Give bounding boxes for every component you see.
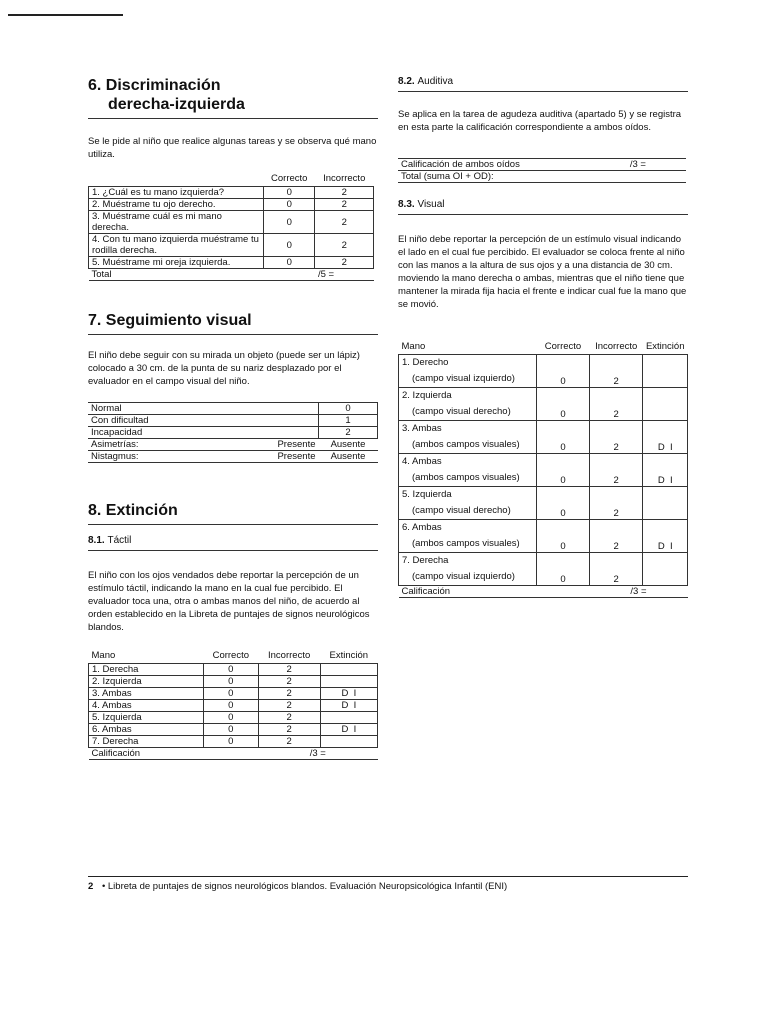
score-extincion: D I <box>320 724 377 736</box>
table-row <box>89 664 378 676</box>
row-mano: 4. Ambas <box>89 700 204 712</box>
score-incorrecto: 2 <box>589 355 642 388</box>
table-header-row <box>89 173 374 187</box>
score-incorrecto: 2 <box>589 421 642 454</box>
section-6-intro: Se le pide al niño que realice algunas tareas y se observa qué mano utiliza. <box>88 136 377 160</box>
col-incorrecto: Incorrecto <box>268 650 311 661</box>
section-8-1-intro: El niño con los ojos vendados debe reportar la percepción de un estímulo táctil, indicando la mano en la cual fue percibido. El evaluador toca una, otra o ambas manos del niño, de acuerdo al orden establecido en la Libreta de puntajes de signos neurológicos blandos. <box>88 570 370 633</box>
total-score: /3 = <box>589 586 687 598</box>
col-incorrecto: Incorrecto <box>595 341 638 352</box>
table-auditiva <box>398 158 686 183</box>
table-row <box>89 736 378 748</box>
page-footer <box>88 876 688 892</box>
score-incorrecto: 2 <box>589 520 642 553</box>
option-presente: Presente <box>224 439 318 451</box>
subsection-8-1-title <box>88 535 378 546</box>
score-incorrecto: 2 <box>589 553 642 586</box>
left-column <box>88 76 378 760</box>
score-extincion <box>320 676 377 688</box>
row-mano-label: 4. Ambas <box>402 456 442 467</box>
row-campo-label: (campo visual derecho) <box>412 406 511 417</box>
row-item: 3. Muéstrame cuál es mi mano derecha. <box>89 211 264 234</box>
col-correcto: Correcto <box>271 173 308 184</box>
auditiva-score: /3 = <box>593 159 686 171</box>
row-mano-label: 5. Izquierda <box>402 489 452 500</box>
table-row <box>88 439 378 451</box>
table-row <box>89 199 374 211</box>
score-correcto: 0 <box>204 700 259 712</box>
score-incorrecto: 2 <box>315 211 374 234</box>
spacer <box>224 403 318 415</box>
col-extincion: Extinción <box>645 341 685 352</box>
row-score: 0 <box>319 403 378 415</box>
score-incorrecto: 2 <box>258 712 320 724</box>
score-correcto: 0 <box>537 520 590 553</box>
auditiva-label: Calificación de ambos oídos <box>398 159 593 171</box>
row-campo-label: (campo visual izquierdo) <box>412 571 515 582</box>
subsection-8-2-name: Auditiva <box>417 76 454 87</box>
table-header-row <box>89 650 378 664</box>
subsection-8-3-rule <box>398 214 688 215</box>
row-item: 2. Muéstrame tu ojo derecho. <box>89 199 264 211</box>
section-6-rule <box>88 118 378 119</box>
row-mano-label: 7. Derecha <box>402 555 449 566</box>
score-correcto: 0 <box>264 257 315 269</box>
col-correcto: Correcto <box>544 341 582 352</box>
score-extincion: D I <box>320 700 377 712</box>
option-ausente: Ausente <box>319 451 378 463</box>
spacer <box>224 427 318 439</box>
row-mano-label: 2. Izquierda <box>402 390 452 401</box>
score-correcto: 0 <box>264 211 315 234</box>
subsection-8-3-name: Visual <box>417 199 445 210</box>
row-mano-label: 1. Derecho <box>402 357 449 368</box>
total-row <box>89 748 378 760</box>
table-row <box>89 187 374 199</box>
row-item: 5. Muéstrame mi oreja izquierda. <box>89 257 264 269</box>
row-mano-label: 3. Ambas <box>402 423 442 434</box>
total-score: /5 = <box>315 269 374 281</box>
section-6-title-line1: 6. Discriminación <box>88 77 221 94</box>
col-incorrecto: Incorrecto <box>323 173 366 184</box>
row-mano <box>399 355 537 388</box>
subsection-8-1-rule <box>88 550 378 551</box>
row-mano: 7. Derecha <box>89 736 204 748</box>
table-row <box>88 403 378 415</box>
score-correcto: 0 <box>204 688 259 700</box>
table-row <box>399 388 688 421</box>
table-row <box>89 724 378 736</box>
score-correcto: 0 <box>204 724 259 736</box>
table-row <box>88 451 378 463</box>
table-row <box>89 211 374 234</box>
section-7-intro: El niño debe seguir con su mirada un objeto (puede ser un lápiz) colocado a 30 cm. de la punta de su nariz desplazado por el evaluador en el campo visual del niño. <box>88 350 360 387</box>
score-incorrecto: 2 <box>258 688 320 700</box>
col-correcto: Correcto <box>212 650 250 661</box>
row-mano <box>399 454 537 487</box>
score-incorrecto: 2 <box>258 724 320 736</box>
table-row <box>399 487 688 520</box>
section-8-2-intro: Se aplica en la tarea de agudeza auditiva (apartado 5) y se registra en esta parte la calificación correspondiente a ambos oídos. <box>398 109 682 133</box>
option-presente: Presente <box>224 451 318 463</box>
col-mano: Mano <box>401 341 426 352</box>
score-incorrecto: 2 <box>258 700 320 712</box>
score-correcto: 0 <box>204 736 259 748</box>
score-extincion: D I <box>320 688 377 700</box>
subsection-8-3-title <box>398 199 688 210</box>
auditiva-row-1 <box>398 159 686 171</box>
row-campo-label: (campo visual izquierdo) <box>412 373 515 384</box>
score-correcto: 0 <box>537 355 590 388</box>
row-item: 1. ¿Cuál es tu mano izquierda? <box>89 187 264 199</box>
row-campo-label: (campo visual derecho) <box>412 505 511 516</box>
score-correcto: 0 <box>264 199 315 211</box>
subsection-8-2-num: 8.2. <box>398 76 415 87</box>
row-campo-label: (ambos campos visuales) <box>412 439 520 450</box>
score-correcto: 0 <box>204 676 259 688</box>
score-incorrecto: 2 <box>258 664 320 676</box>
score-incorrecto: 2 <box>315 234 374 257</box>
score-extincion <box>643 553 688 586</box>
score-correcto: 0 <box>537 553 590 586</box>
section-6-title <box>88 76 378 114</box>
section-8-3-intro: El niño debe reportar la percepción de un estímulo visual indicando el lado en el cual fue percibido. El evaluador se coloca frente al niño con las manos a la altura de sus ojos y a una distancia de 30 cm. moviendo la mano derecha o ambas, mientras que el niño tiene que mantener la mirada fija hacia el frente e indicar cual fue la mano que se movió. <box>398 234 687 310</box>
score-incorrecto: 2 <box>315 199 374 211</box>
score-extincion <box>320 736 377 748</box>
score-extincion <box>643 388 688 421</box>
total-label: Calificación <box>399 586 537 598</box>
subsection-8-3-num: 8.3. <box>398 199 415 210</box>
option-ausente: Ausente <box>319 439 378 451</box>
score-incorrecto: 2 <box>589 487 642 520</box>
row-label: Normal <box>88 403 224 415</box>
row-label: Nistagmus: <box>88 451 224 463</box>
row-label: Con dificultad <box>88 415 224 427</box>
row-mano: 5. Izquierda <box>89 712 204 724</box>
score-correcto: 0 <box>537 487 590 520</box>
row-mano <box>399 553 537 586</box>
row-mano <box>399 520 537 553</box>
table-row <box>89 688 378 700</box>
row-label: Incapacidad <box>88 427 224 439</box>
footer-text: • Libreta de puntajes de signos neurológicos blandos. Evaluación Neuropsicológica Infantil (ENI) <box>101 881 508 892</box>
table-discriminacion <box>88 173 374 281</box>
score-correcto: 0 <box>537 388 590 421</box>
score-correcto: 0 <box>204 712 259 724</box>
section-7-rule <box>88 334 378 335</box>
table-row <box>89 676 378 688</box>
col-mano: Mano <box>91 650 116 661</box>
score-correcto: 0 <box>537 454 590 487</box>
page-number: 2 <box>88 881 94 892</box>
score-correcto: 0 <box>537 421 590 454</box>
auditiva-total-label: Total (suma OI + OD): <box>398 171 686 183</box>
row-item: 4. Con tu mano izquierda muéstrame tu rodilla derecha. <box>89 234 264 257</box>
score-correcto: 0 <box>204 664 259 676</box>
table-row <box>89 712 378 724</box>
row-campo-label: (ambos campos visuales) <box>412 472 520 483</box>
row-mano: 3. Ambas <box>89 688 204 700</box>
score-incorrecto: 2 <box>258 676 320 688</box>
subsection-8-1-num: 8.1. <box>88 535 105 546</box>
total-label: Total <box>89 269 264 281</box>
score-correcto: 0 <box>264 234 315 257</box>
section-6-title-line2: derecha-izquierda <box>108 96 245 113</box>
table-seguimiento <box>88 402 378 463</box>
table-row <box>399 355 688 388</box>
row-score: 2 <box>319 427 378 439</box>
subsection-8-2-rule <box>398 91 688 92</box>
top-rule <box>8 14 123 16</box>
section-8-title: 8. Extinción <box>88 502 178 519</box>
row-mano <box>399 388 537 421</box>
row-label: Asimetrías: <box>88 439 224 451</box>
table-row <box>399 520 688 553</box>
total-label: Calificación <box>89 748 204 760</box>
row-mano-label: 6. Ambas <box>402 522 442 533</box>
total-score: /3 = <box>258 748 377 760</box>
score-extincion <box>320 664 377 676</box>
row-mano <box>399 421 537 454</box>
row-mano: 6. Ambas <box>89 724 204 736</box>
row-mano: 2. Izquierda <box>89 676 204 688</box>
auditiva-row-2 <box>398 171 686 183</box>
score-extincion: D I <box>643 520 688 553</box>
table-visual <box>398 341 688 598</box>
table-row <box>399 454 688 487</box>
subsection-8-1-name: Táctil <box>107 535 132 546</box>
subsection-8-2-title <box>398 76 688 87</box>
table-row <box>89 700 378 712</box>
score-incorrecto: 2 <box>315 187 374 199</box>
table-tactil <box>88 650 378 760</box>
table-row <box>89 257 374 269</box>
table-row <box>399 421 688 454</box>
right-column <box>398 76 688 598</box>
row-campo-label: (ambos campos visuales) <box>412 538 520 549</box>
spacer <box>224 415 318 427</box>
score-incorrecto: 2 <box>315 257 374 269</box>
row-mano: 1. Derecha <box>89 664 204 676</box>
row-mano <box>399 487 537 520</box>
table-row <box>89 234 374 257</box>
score-extincion <box>643 355 688 388</box>
score-extincion: D I <box>643 454 688 487</box>
score-incorrecto: 2 <box>589 388 642 421</box>
score-extincion <box>320 712 377 724</box>
score-extincion: D I <box>643 421 688 454</box>
row-score: 1 <box>319 415 378 427</box>
total-row <box>399 586 688 598</box>
table-row <box>88 415 378 427</box>
table-row <box>88 427 378 439</box>
score-correcto: 0 <box>264 187 315 199</box>
total-row <box>89 269 374 281</box>
score-incorrecto: 2 <box>258 736 320 748</box>
table-row <box>399 553 688 586</box>
section-7-title: 7. Seguimiento visual <box>88 312 252 329</box>
col-extincion: Extinción <box>329 650 369 661</box>
score-incorrecto: 2 <box>589 454 642 487</box>
table-header-row <box>399 341 688 355</box>
score-extincion <box>643 487 688 520</box>
section-8-rule <box>88 524 378 525</box>
